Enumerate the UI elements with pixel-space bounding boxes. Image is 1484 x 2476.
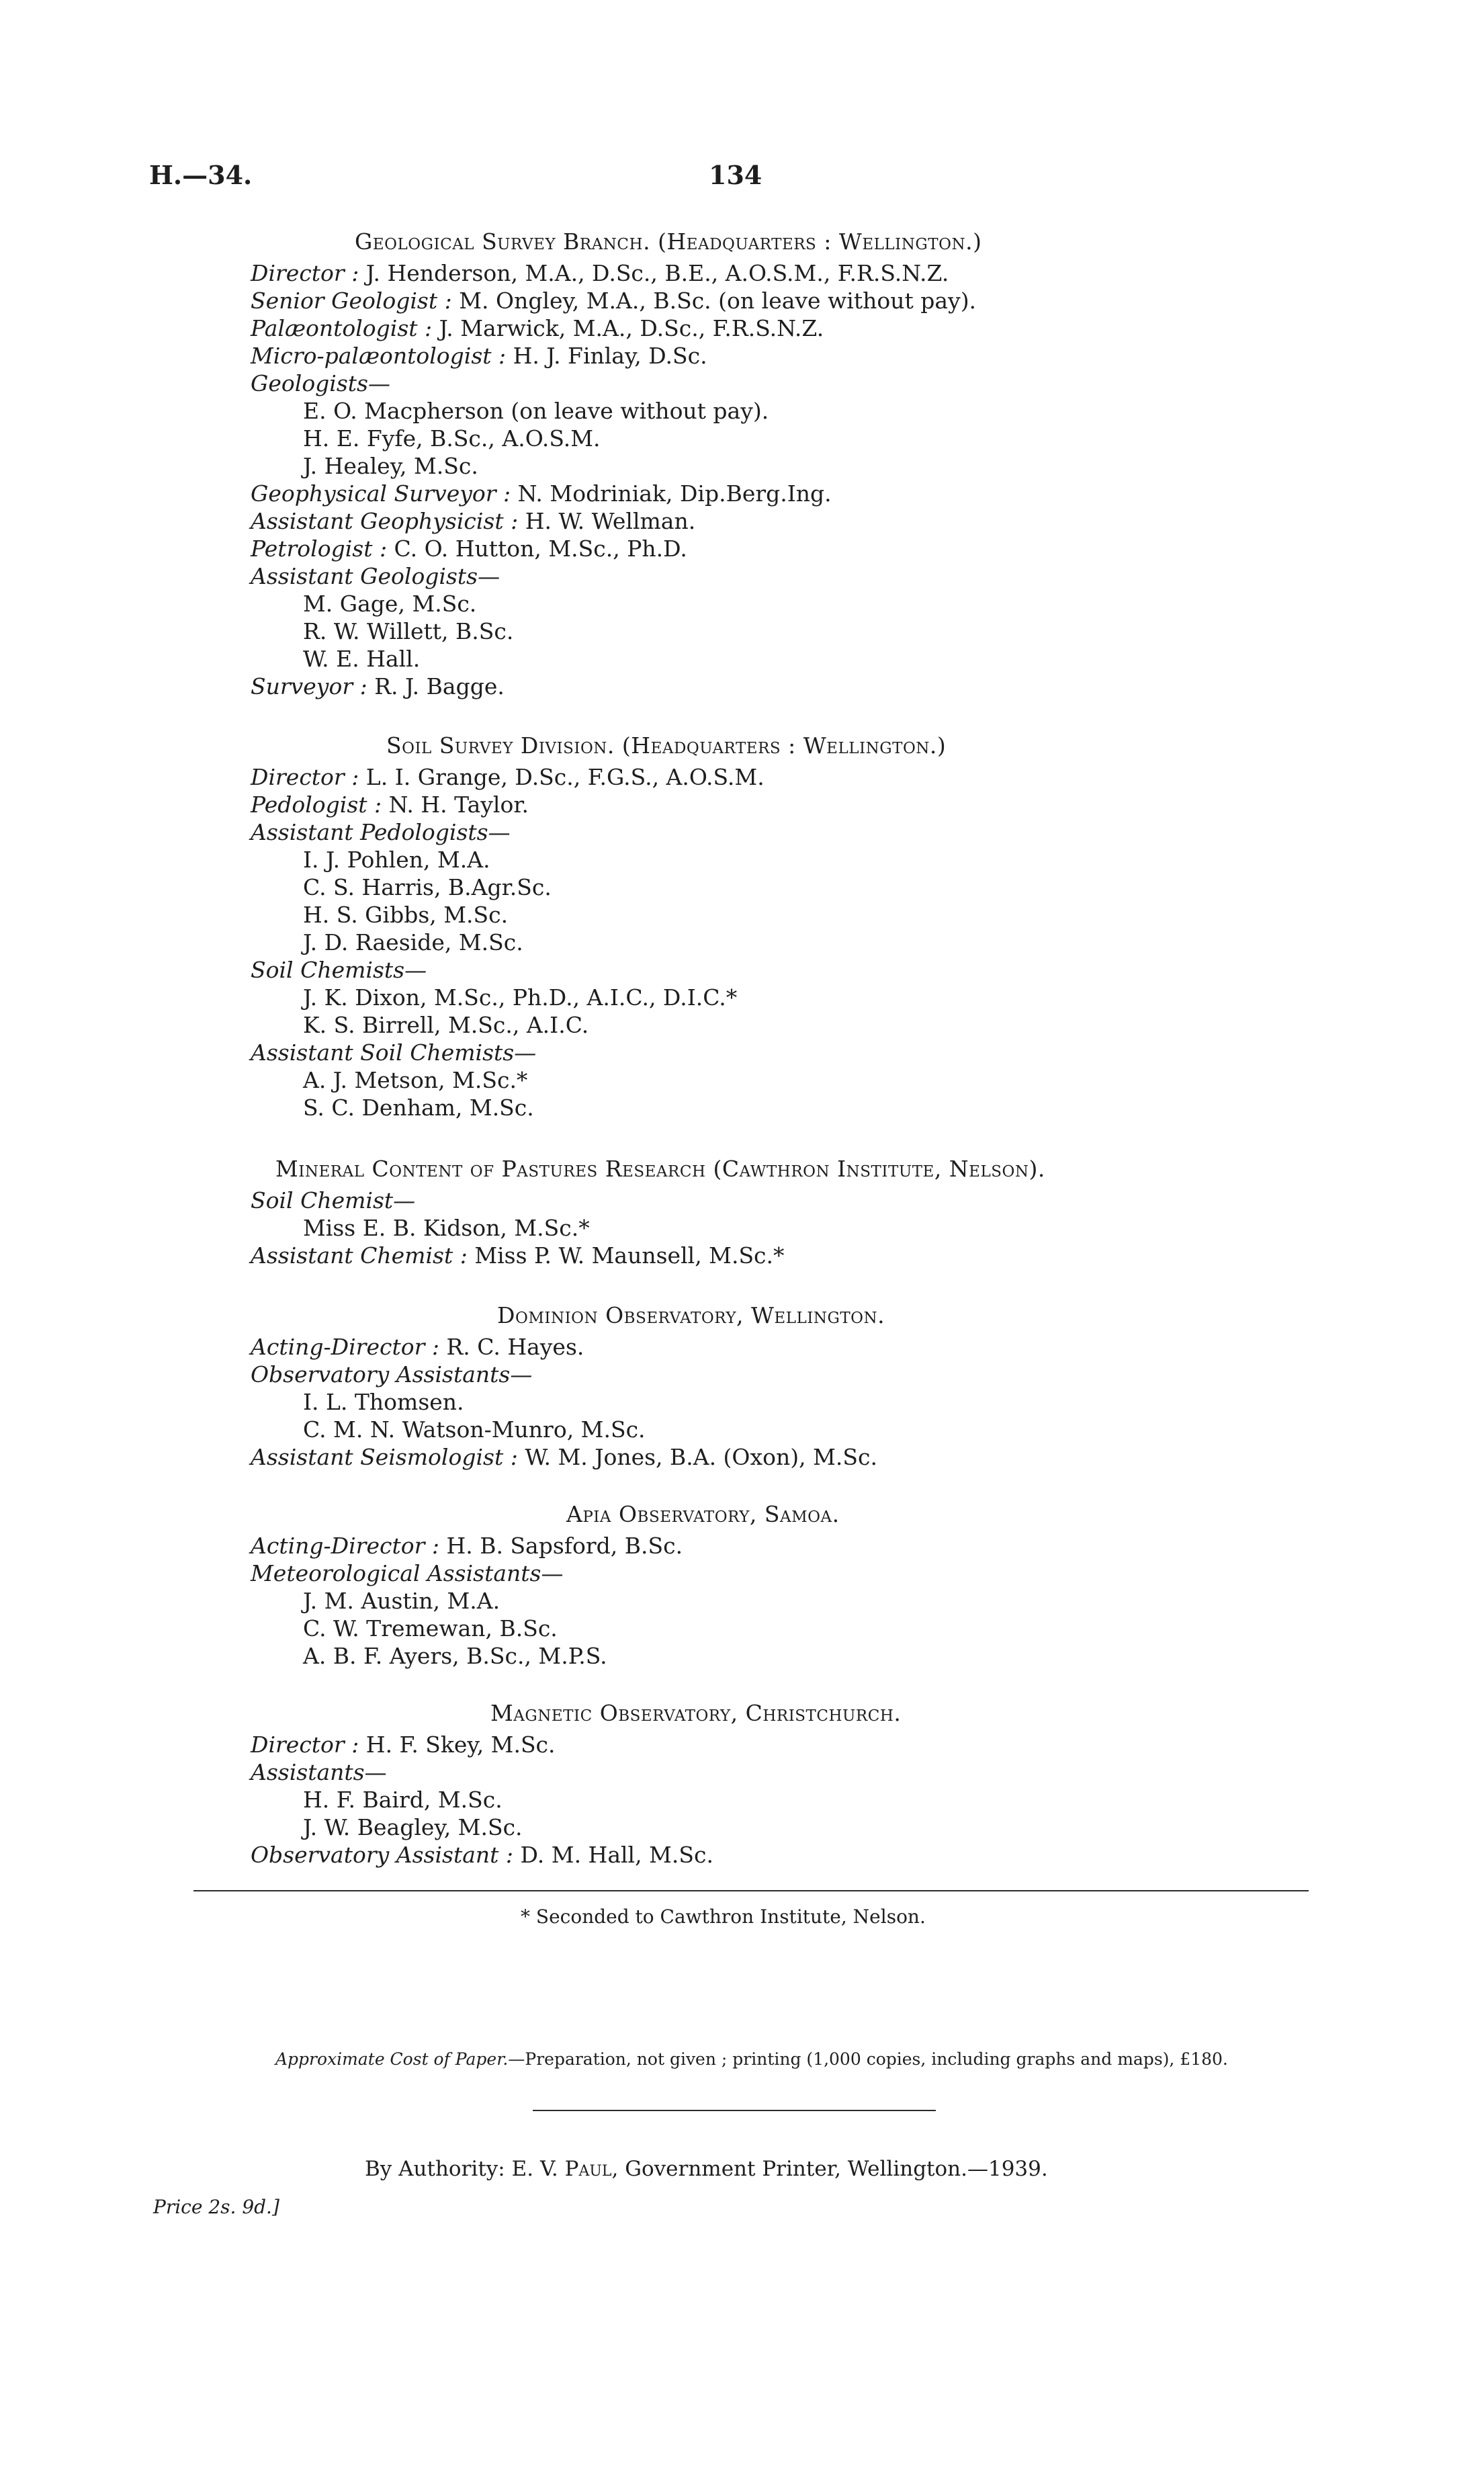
staff-role-line <box>251 1443 1325 1471</box>
person-name: R. C. Hayes. <box>439 1334 584 1360</box>
staff-role-line <box>251 287 1325 314</box>
section-title-mineral-content: Mineral Content of Pastures Research (Cawthron Institute, Nelson). <box>275 1156 1045 1182</box>
staff-role-line <box>251 673 1325 700</box>
role-title: Palæontologist : <box>251 315 433 341</box>
staff-role-line <box>251 1841 1325 1869</box>
person-name: C. O. Hutton, M.Sc., Ph.D. <box>387 536 687 562</box>
staff-member-line <box>251 1786 1325 1813</box>
staff-role-line <box>251 1560 1325 1587</box>
section-title-apia-observatory: Apia Observatory, Samoa. <box>566 1501 840 1527</box>
role-title: Assistants— <box>251 1759 387 1785</box>
staff-member-line <box>251 929 1325 956</box>
section-body-dominion-observatory <box>251 1333 1325 1471</box>
person-name: S. C. Denham, M.Sc. <box>303 1095 534 1121</box>
role-title: Acting-Director : <box>251 1334 439 1360</box>
staff-member-line <box>251 452 1325 480</box>
role-title: Director : <box>251 260 359 286</box>
authority-printer: E. V. Paul, <box>511 2157 619 2181</box>
role-title: Pedologist : <box>251 792 382 818</box>
staff-member-line <box>251 425 1325 452</box>
staff-member-line <box>251 617 1325 645</box>
person-name: I. J. Pohlen, M.A. <box>303 847 490 873</box>
price: Price 2s. 9d.] <box>153 2196 279 2218</box>
person-name: D. M. Hall, M.Sc. <box>513 1842 713 1868</box>
person-name: J. D. Raeside, M.Sc. <box>303 929 523 955</box>
section-title-magnetic-observatory: Magnetic Observatory, Christchurch. <box>490 1700 902 1726</box>
staff-member-line <box>251 1011 1325 1039</box>
staff-role-line <box>251 1333 1325 1361</box>
person-name: J. Henderson, M.A., D.Sc., B.E., A.O.S.M., F.R.S.N.Z. <box>359 260 949 286</box>
person-name: C. S. Harris, B.Agr.Sc. <box>303 874 552 900</box>
staff-member-line <box>251 1388 1325 1416</box>
person-name: W. E. Hall. <box>303 646 421 672</box>
role-title: Surveyor : <box>251 673 367 699</box>
cost-label: Approximate Cost of Paper. <box>275 2049 509 2069</box>
staff-member-line <box>251 1587 1325 1615</box>
role-title: Micro-palæontologist : <box>251 343 507 369</box>
person-name: H. S. Gibbs, M.Sc. <box>303 902 509 928</box>
staff-member-line <box>251 1416 1325 1443</box>
role-title: Geologists— <box>251 370 390 396</box>
section-title-geological-survey: Geological Survey Branch. (Headquarters : Wellington.) <box>355 228 982 255</box>
person-name: M. Gage, M.Sc. <box>303 591 477 617</box>
staff-role-line <box>251 818 1325 846</box>
person-name: E. O. Macpherson (on leave without pay). <box>303 398 769 424</box>
role-title: Assistant Geologists— <box>251 563 500 589</box>
staff-role-line <box>251 956 1325 984</box>
person-name: A. B. F. Ayers, B.Sc., M.P.S. <box>303 1643 607 1669</box>
section-body-mineral-content <box>251 1187 1325 1269</box>
person-name: H. F. Baird, M.Sc. <box>303 1787 503 1813</box>
person-name: A. J. Metson, M.Sc.* <box>303 1067 528 1093</box>
role-title: Soil Chemist— <box>251 1187 416 1213</box>
role-title: Director : <box>251 1732 359 1758</box>
person-name: R. J. Bagge. <box>367 673 505 699</box>
page-number: 134 <box>709 160 762 190</box>
staff-role-line <box>251 314 1325 342</box>
staff-role-line <box>251 480 1325 507</box>
person-name: H. F. Skey, M.Sc. <box>359 1732 556 1758</box>
role-title: Assistant Chemist : <box>251 1242 468 1269</box>
person-name: J. Healey, M.Sc. <box>303 453 478 479</box>
person-name: J. W. Beagley, M.Sc. <box>303 1814 523 1840</box>
section-title-dominion-observatory: Dominion Observatory, Wellington. <box>497 1302 885 1328</box>
person-name: L. I. Grange, D.Sc., F.G.S., A.O.S.M. <box>359 764 765 790</box>
staff-role-line <box>251 1532 1325 1560</box>
role-title: Observatory Assistant : <box>251 1842 514 1868</box>
staff-member-line <box>251 1094 1325 1121</box>
role-title: Acting-Director : <box>251 1533 439 1559</box>
role-title: Assistant Soil Chemists— <box>251 1039 537 1066</box>
role-title: Geophysical Surveyor : <box>251 480 511 507</box>
staff-role-line <box>251 1731 1325 1758</box>
staff-member-line <box>251 590 1325 617</box>
person-name: I. L. Thomsen. <box>303 1389 464 1415</box>
role-title: Observatory Assistants— <box>251 1361 533 1388</box>
role-title: Assistant Seismologist : <box>251 1444 518 1470</box>
person-name: J. M. Austin, M.A. <box>303 1588 500 1614</box>
staff-member-line <box>251 645 1325 673</box>
document-reference: H.—34. <box>149 160 253 190</box>
role-title: Assistant Geophysicist : <box>251 508 519 534</box>
person-name: H. W. Wellman. <box>518 508 696 534</box>
authority-suffix: Government Printer, Wellington.—1939. <box>625 2157 1048 2181</box>
staff-member-line <box>251 846 1325 873</box>
footnote: * Seconded to Cawthron Institute, Nelson. <box>521 1906 926 1928</box>
person-name: H. J. Finlay, D.Sc. <box>506 343 707 369</box>
role-title: Director : <box>251 764 359 790</box>
person-name: H. B. Sapsford, B.Sc. <box>439 1533 683 1559</box>
staff-role-line <box>251 791 1325 818</box>
printer-authority <box>365 2157 1048 2181</box>
person-name: W. M. Jones, B.A. (Oxon), M.Sc. <box>517 1444 877 1470</box>
staff-role-line <box>251 259 1325 287</box>
section-body-soil-survey <box>251 763 1325 1121</box>
person-name: J. Marwick, M.A., D.Sc., F.R.S.N.Z. <box>432 315 824 341</box>
staff-role-line <box>251 1039 1325 1066</box>
staff-member-line <box>251 1642 1325 1670</box>
cost-text: —Preparation, not given ; printing (1,000 copies, including graphs and maps), £180. <box>508 2049 1228 2069</box>
staff-member-line <box>251 1066 1325 1094</box>
footnote-divider <box>193 1890 1309 1891</box>
role-title: Senior Geologist : <box>251 288 452 314</box>
person-name: N. Modriniak, Dip.Berg.Ing. <box>511 480 832 507</box>
person-name: Miss E. B. Kidson, M.Sc.* <box>303 1215 590 1241</box>
section-body-geological-survey <box>251 259 1325 700</box>
staff-member-line <box>251 873 1325 901</box>
section-body-apia-observatory <box>251 1532 1325 1670</box>
person-name: C. W. Tremewan, B.Sc. <box>303 1615 558 1641</box>
staff-member-line <box>251 1615 1325 1642</box>
staff-role-line <box>251 507 1325 535</box>
staff-role-line <box>251 370 1325 397</box>
staff-role-line <box>251 763 1325 791</box>
authority-prefix: By Authority: <box>365 2157 505 2181</box>
role-title: Meteorological Assistants— <box>251 1560 564 1586</box>
staff-role-line <box>251 1187 1325 1214</box>
cost-of-paper <box>275 2049 1228 2069</box>
person-name: N. H. Taylor. <box>382 792 529 818</box>
staff-role-line <box>251 1758 1325 1786</box>
role-title: Soil Chemists— <box>251 957 427 983</box>
staff-role-line <box>251 342 1325 370</box>
staff-member-line <box>251 984 1325 1011</box>
authority-divider <box>533 2110 936 2111</box>
person-name: K. S. Birrell, M.Sc., A.I.C. <box>303 1012 589 1038</box>
staff-role-line <box>251 1242 1325 1269</box>
staff-member-line <box>251 1214 1325 1242</box>
person-name: J. K. Dixon, M.Sc., Ph.D., A.I.C., D.I.C.* <box>303 984 738 1011</box>
person-name: M. Ongley, M.A., B.Sc. (on leave without pay). <box>451 288 977 314</box>
staff-role-line <box>251 562 1325 590</box>
section-body-magnetic-observatory <box>251 1731 1325 1869</box>
person-name: H. E. Fyfe, B.Sc., A.O.S.M. <box>303 425 601 452</box>
role-title: Petrologist : <box>251 536 388 562</box>
section-title-soil-survey: Soil Survey Division. (Headquarters : Wellington.) <box>386 732 947 759</box>
staff-role-line <box>251 1361 1325 1388</box>
person-name: R. W. Willett, B.Sc. <box>303 618 514 644</box>
person-name: C. M. N. Watson-Munro, M.Sc. <box>303 1416 646 1443</box>
role-title: Assistant Pedologists— <box>251 819 511 845</box>
person-name: Miss P. W. Maunsell, M.Sc.* <box>467 1242 785 1269</box>
staff-member-line <box>251 901 1325 929</box>
staff-member-line <box>251 397 1325 425</box>
staff-role-line <box>251 535 1325 562</box>
staff-member-line <box>251 1813 1325 1841</box>
